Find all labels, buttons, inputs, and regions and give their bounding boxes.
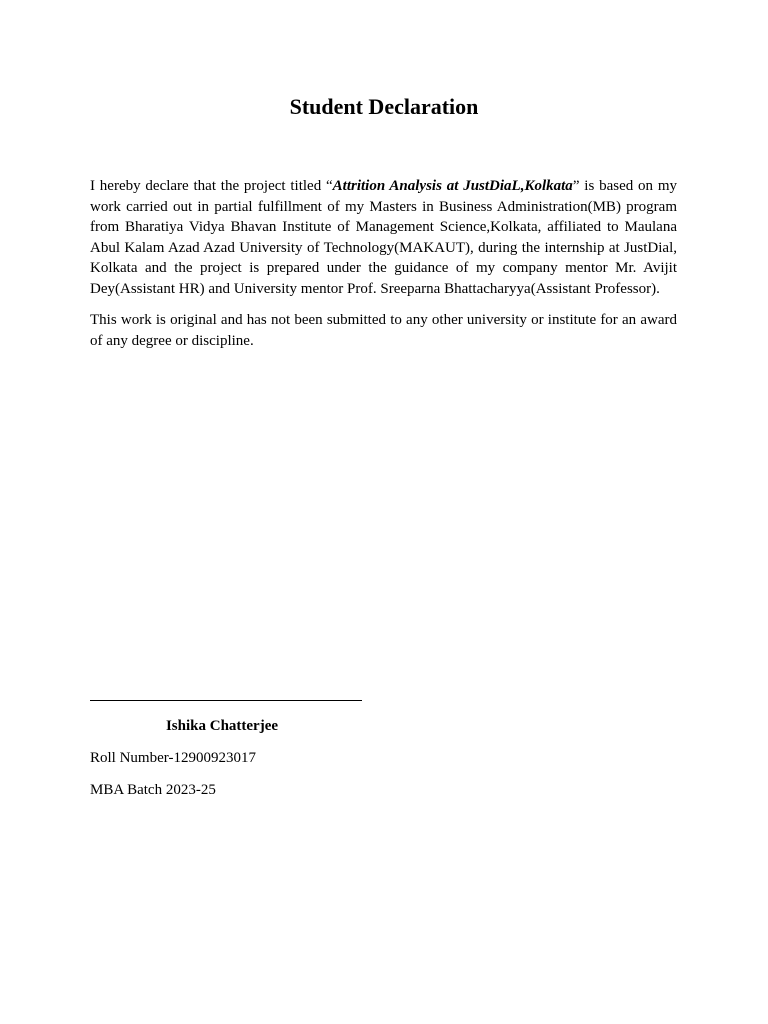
roll-number: Roll Number-12900923017	[90, 750, 256, 766]
signer-name: Ishika Chatterjee	[165, 718, 279, 734]
batch-info: MBA Batch 2023-25	[90, 782, 216, 798]
originality-paragraph: This work is original and has not been submitted to any other university or institute for an award of any degree or discipline.	[90, 312, 677, 349]
project-title: Attrition Analysis at JustDiaL,Kolkata	[332, 178, 573, 194]
signature-line	[90, 700, 362, 701]
page-title: Student Declaration	[289, 94, 479, 119]
declaration-intro-text: I hereby declare that the project titled “	[90, 178, 333, 194]
declaration-paragraph	[90, 176, 677, 299]
declaration-body-text: ” is based on my work carried out in partial fulfillment of my Masters in Business Administration(MB) program from Bharatiya Vidya Bhavan Institute of Management Science,Kolkata, affiliated to Maulana Abul Kalam Azad Azad University of Technology(MAKAUT), during the internship at JustDial, Kolkata and the project is prepared under the guidance of my company mentor Mr. Avijit Dey(Assistant HR) and University mentor Prof. Sreeparna Bhattacharyya(Assistant Professor).	[90, 178, 677, 297]
